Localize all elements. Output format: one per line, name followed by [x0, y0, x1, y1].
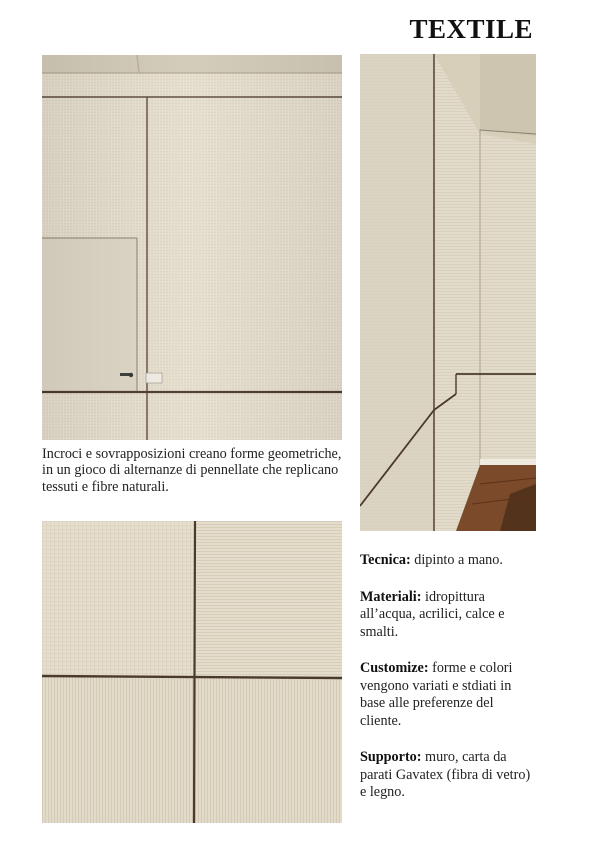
- panel-closeup-photo: [42, 521, 342, 823]
- specifications: [360, 552, 538, 821]
- page-title: TEXTILE: [409, 14, 533, 44]
- spec-materiali: Materiali: idropittura all’acqua, acrilici, calce e smalti.: [360, 588, 505, 640]
- wall-door-photo: [42, 55, 342, 440]
- corridor-photo: [360, 54, 536, 531]
- spec-tecnica: Tecnica: dipinto a mano.: [360, 552, 503, 568]
- spec-supporto: Supporto: muro, carta da parati Gavatex (fibra di vetro) e legno.: [360, 749, 531, 800]
- spec-customize: Customize: forme e colori vengono variati e stdiati in base alle preferenze del cliente.: [360, 660, 513, 729]
- caption-text: Incroci e sovrapposizioni creano forme geometriche, in un gioco di alternanze di pennellate che replicano tessuti e fibre naturali.: [42, 446, 342, 495]
